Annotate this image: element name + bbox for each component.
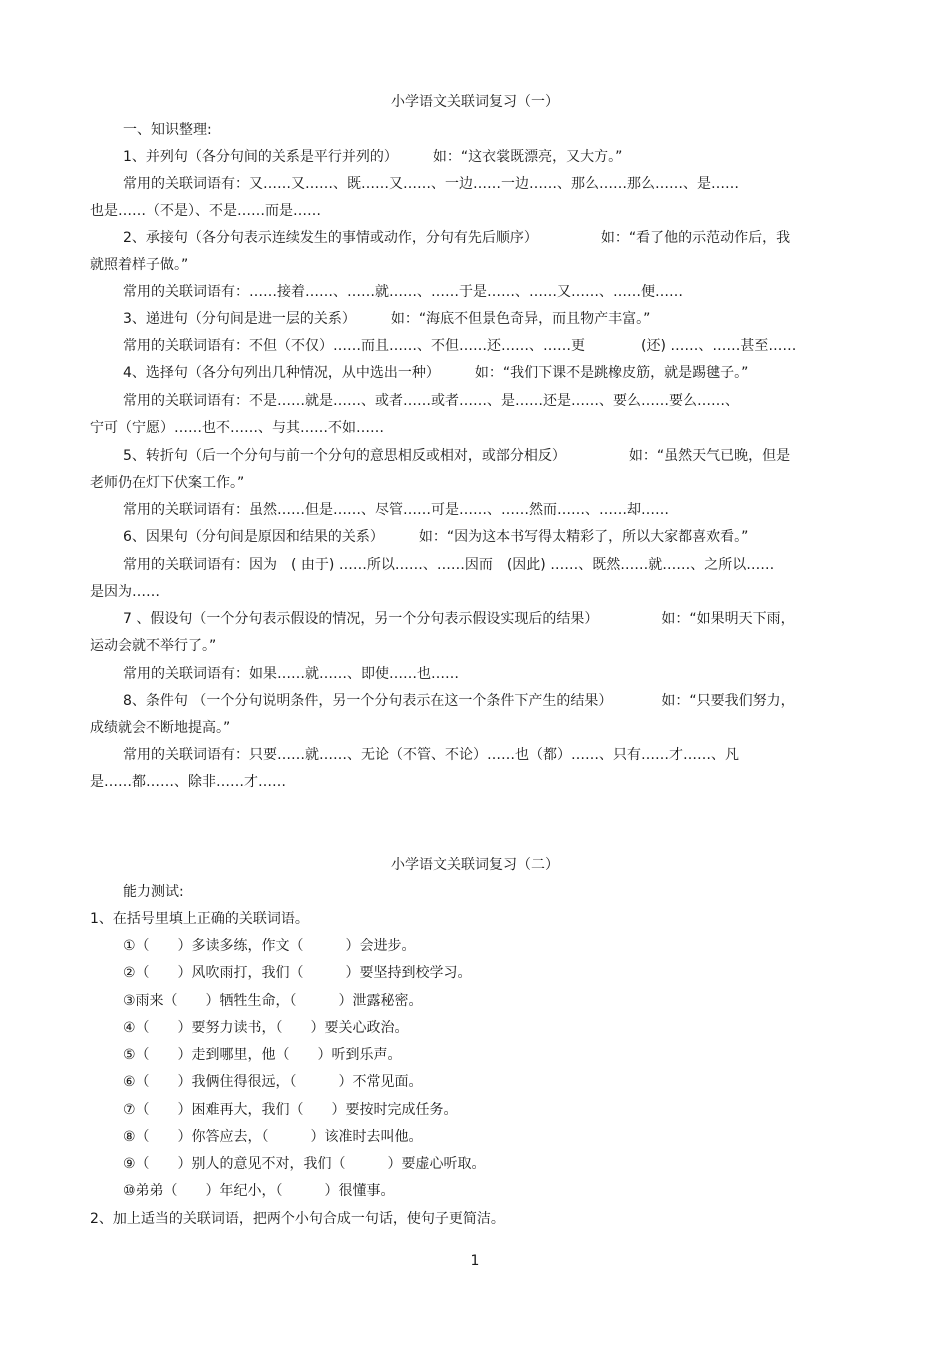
fill-item: ⑧（ ）你答应去，（ ）该准时去叫他。 [123,1129,423,1145]
fill-item: ⑥（ ）我俩住得很远，（ ）不常见面。 [123,1074,423,1090]
line-11: 宁可（宁愿）……也不……、与其……不如…… [90,420,384,436]
fill-item: ⑩弟弟（ ）年纪小，（ ）很懂事。 [123,1183,395,1199]
line-8: 常用的关联词语有：不但（不仅）……而且……、不但……还……、……更 (还) ……、……甚至…… [123,338,797,354]
title-part2: 小学语文关联词复习（二） [391,857,559,873]
line-6: 常用的关联词语有：……接着……、……就……、……于是……、……又……、……便…… [123,284,683,300]
line-19: 运动会就不举行了。” [90,638,217,654]
fill-item: ⑨（ ）别人的意见不对，我们（ ）要虚心听取。 [123,1156,486,1172]
line-13: 老师仍在灯下伏案工作。” [90,475,245,491]
line-22: 成绩就会不断地提高。” [90,720,231,736]
line-18: 7 、假设句（一个分句表示假设的情况，另一个分句表示假设实现后的结果） 如：“如果明天下雨， [123,611,795,627]
line-21: 8、条件句 （一个分句说明条件，另一个分句表示在这一个条件下产生的结果） 如：“只要我们努力， [123,693,795,709]
line-14: 常用的关联词语有：虽然……但是……、尽管……可是……、……然而……、……却…… [123,502,669,518]
line-10: 常用的关联词语有：不是……就是……、或者……或者……、是……还是……、要么……要么……、 [123,393,739,409]
line-15: 6、因果句（分句间是原因和结果的关系） 如：“因为这本书写得太精彩了，所以大家都喜欢看。” [123,529,749,545]
line-23: 常用的关联词语有：只要……就……、无论（不管、不论）……也（都）……、只有……才……、凡 [123,747,739,763]
line-3: 也是……（不是）、不是……而是…… [90,203,321,219]
fill-item: ⑤（ ）走到哪里，他（ ）听到乐声。 [123,1047,402,1063]
title-part1: 小学语文关联词复习（一） [391,94,559,110]
fill-item: ①（ ）多读多练，作文（ ）会进步。 [123,938,416,954]
line-9: 4、选择句（各分句列出几种情况，从中选出一种） 如：“我们下课不是跳橡皮筋，就是踢毽子。” [123,365,749,381]
line-4: 2、承接句（各分句表示连续发生的事情或动作，分句有先后顺序） 如：“看了他的示范动作后，我 [123,230,791,246]
page-number: 1 [470,1253,480,1269]
line-1: 1、并列句（各分句间的关系是平行并列的） 如：“这衣裳既漂亮，又大方。” [123,149,623,165]
fill-item: ③雨来（ ）牺牲生命，（ ）泄露秘密。 [123,993,423,1009]
question-1: 1、在括号里填上正确的关联词语。 [90,911,309,927]
fill-item: ⑦（ ）困难再大，我们（ ）要按时完成任务。 [123,1102,458,1118]
line-5: 就照着样子做。” [90,257,189,273]
section-knowledge: 一、知识整理: [123,122,212,138]
line-2: 常用的关联词语有：又……又……、既……又……、一边……一边……、那么……那么……、是…… [123,176,739,192]
line-24: 是……都……、除非……才…… [90,774,286,790]
fill-item: ④（ ）要努力读书，（ ）要关心政治。 [123,1020,409,1036]
section-test: 能力测试: [123,884,184,900]
line-17: 是因为…… [90,584,160,600]
question-2: 2、加上适当的关联词语，把两个小句合成一句话，使句子更简洁。 [90,1211,505,1227]
fill-item: ②（ ）风吹雨打，我们（ ）要坚持到校学习。 [123,965,472,981]
line-12: 5、转折句（后一个分句与前一个分句的意思相反或相对，或部分相反） 如：“虽然天气已晚，但是 [123,448,791,464]
line-20: 常用的关联词语有：如果……就……、即使……也…… [123,666,459,682]
line-7: 3、递进句（分句间是进一层的关系） 如：“海底不但景色奇异，而且物产丰富。” [123,311,651,327]
line-16: 常用的关联词语有：因为 ( 由于) ……所以……、……因而 (因此) ……、既然……就……、之所以…… [123,557,775,573]
